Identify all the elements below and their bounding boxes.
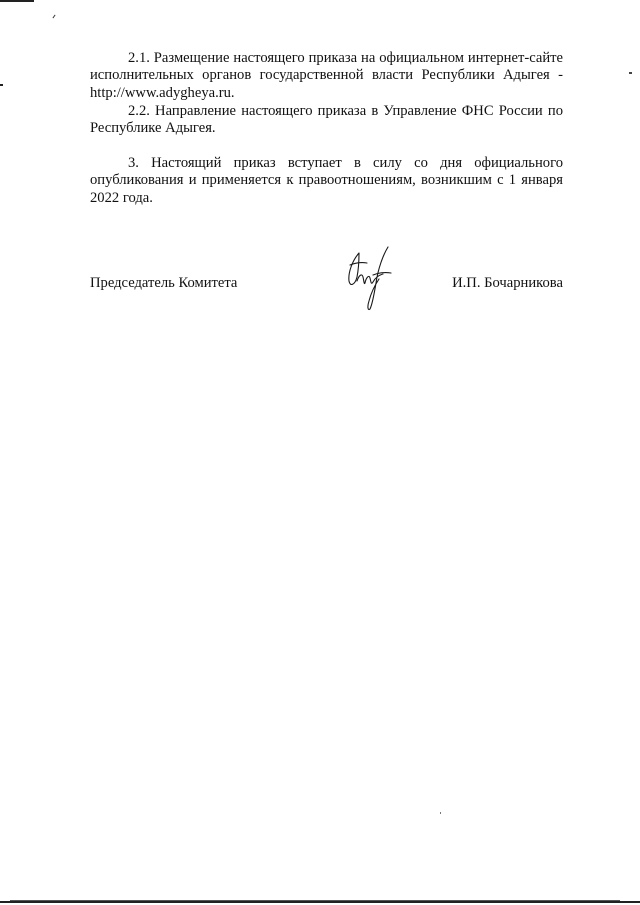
signature-block — [90, 275, 563, 295]
scan-artifact-top — [0, 0, 34, 2]
scan-artifact-tick — [52, 15, 55, 19]
handwritten-signature — [343, 245, 397, 311]
paragraph-3 — [90, 155, 563, 207]
scan-artifact-right — [629, 72, 632, 74]
paragraph-2-1-text: 2.1. Размещение настоящего приказа на официальном интернет-сайте исполнительных органов государственной власти Республики Адыгея - http://www.adygheya.ru. — [90, 50, 563, 101]
paragraph-2-1 — [90, 50, 563, 102]
scan-artifact-bottom — [0, 899, 640, 903]
paragraph-3-text: 3. Настоящий приказ вступает в силу со дня официального опубликования и применяется к правоотношениям, возникшим с 1 января 2022 года. — [90, 155, 563, 206]
paragraph-2-2 — [90, 103, 563, 138]
paragraph-2-2-text: 2.2. Направление настоящего приказа в Управление ФНС России по Республике Адыгея. — [90, 103, 563, 137]
signatory-position: Председатель Комитета — [90, 275, 238, 291]
scan-artifact-dot — [440, 812, 441, 814]
scan-artifact-left — [0, 84, 3, 86]
signatory-name: И.П. Бочарникова — [452, 275, 563, 291]
